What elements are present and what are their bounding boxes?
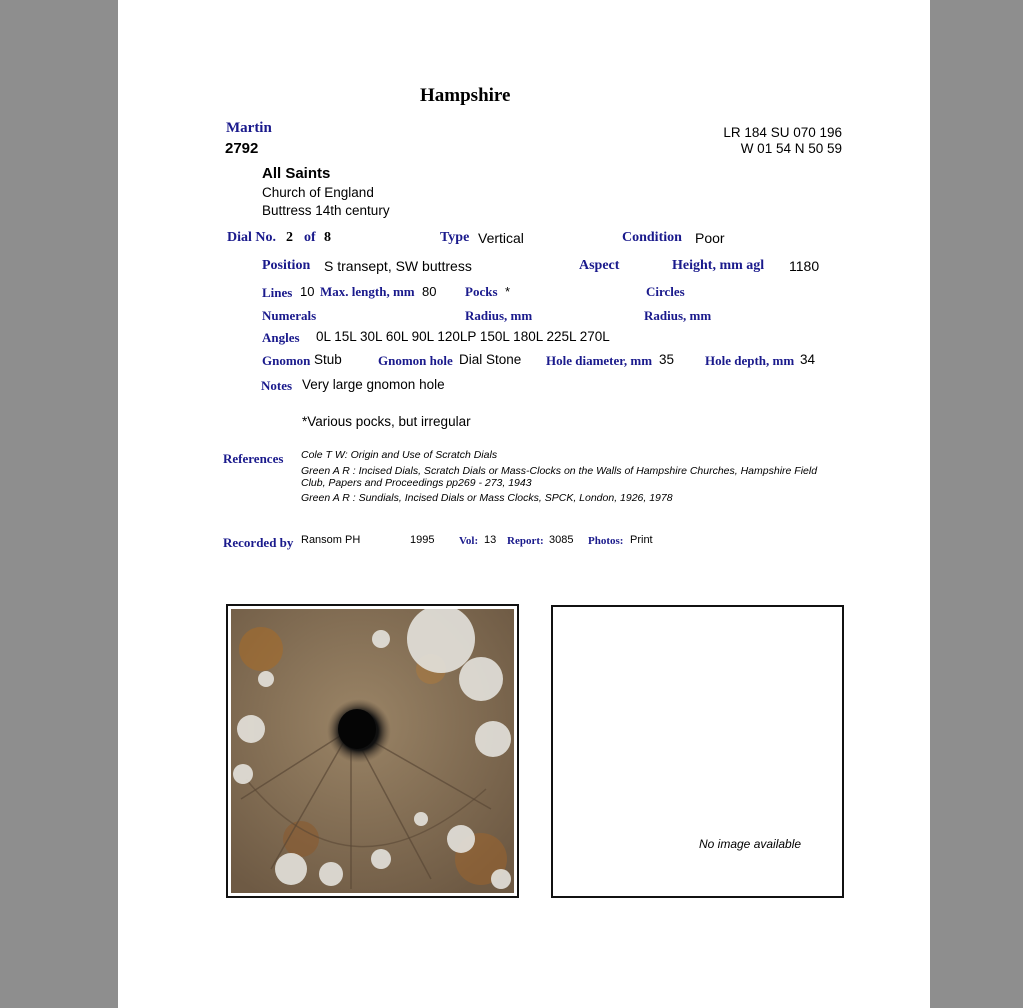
- hole-depth-value: 34: [800, 352, 816, 367]
- angles-label: Angles: [262, 330, 300, 345]
- radius-label-2: Radius, mm: [644, 308, 712, 323]
- grid-ref-line1: LR 184 SU 070 196: [723, 125, 842, 140]
- report-label: Report:: [507, 535, 544, 547]
- church-name: All Saints: [262, 165, 331, 182]
- photos-label: Photos:: [588, 535, 624, 547]
- report-page: [118, 0, 930, 1008]
- photos-value: Print: [630, 534, 653, 546]
- gnomon-hole-label: Gnomon hole: [378, 353, 453, 368]
- aspect-label: Aspect: [579, 258, 620, 273]
- angles-value: 0L 15L 30L 60L 90L 120LP 150L 180L 225L 270L: [316, 329, 610, 344]
- max-length-label: Max. length, mm: [320, 284, 415, 299]
- recorder-name: Ransom PH: [301, 534, 361, 546]
- grid-ref-line2: W 01 54 N 50 59: [740, 141, 842, 156]
- reference-item: Cole T W: Origin and Use of Scratch Dials: [301, 449, 498, 461]
- type-label: Type: [440, 230, 470, 245]
- dial-total-value: 8: [324, 230, 331, 245]
- gnomon-value: Stub: [314, 352, 342, 367]
- radius-label-1: Radius, mm: [465, 308, 533, 323]
- dial-no-label: Dial No.: [227, 230, 276, 245]
- pocks-value: *: [505, 284, 511, 299]
- type-value: Vertical: [478, 230, 524, 246]
- second-photo-placeholder: [551, 605, 844, 898]
- church-location: Buttress 14th century: [262, 203, 390, 218]
- dial-no-value: 2: [286, 230, 293, 245]
- county-title: Hampshire: [420, 85, 511, 106]
- position-label: Position: [262, 258, 311, 273]
- dial-of-label: of: [304, 230, 316, 245]
- circles-label: Circles: [646, 284, 685, 299]
- max-length-value: 80: [422, 284, 437, 299]
- reference-item: Green A R : Sundials, Incised Dials or Mass Clocks, SPCK, London, 1926, 1978: [301, 492, 673, 504]
- condition-label: Condition: [622, 230, 682, 245]
- gnomon-label: Gnomon: [262, 353, 311, 368]
- record-number: 2792: [225, 140, 259, 157]
- height-value: 1180: [789, 258, 820, 274]
- church-denomination: Church of England: [262, 185, 374, 200]
- hole-diameter-label: Hole diameter, mm: [546, 353, 653, 368]
- pocks-label: Pocks: [465, 284, 498, 299]
- lines-value: 10: [300, 284, 315, 299]
- reference-item: Green A R : Incised Dials, Scratch Dials or Mass-Clocks on the Walls of Hampshire Churches, Hampshire Field: [301, 465, 818, 477]
- report-value: 3085: [549, 534, 574, 546]
- references-label: References: [223, 451, 284, 466]
- dial-photo: [226, 604, 519, 898]
- position-value: S transept, SW buttress: [324, 258, 472, 274]
- no-image-text: No image available: [699, 837, 802, 851]
- lines-label: Lines: [262, 285, 293, 300]
- reference-item: Club, Papers and Proceedings pp269 - 273, 1943: [301, 477, 532, 489]
- notes-extra: *Various pocks, but irregular: [302, 414, 471, 429]
- recorded-by-label: Recorded by: [223, 535, 294, 550]
- dial-photo-image: [231, 609, 514, 893]
- notes-label: Notes: [261, 378, 293, 393]
- notes-value: Very large gnomon hole: [302, 377, 445, 392]
- vol-value: 13: [484, 534, 497, 546]
- gnomon-hole-value: Dial Stone: [459, 352, 522, 367]
- recorded-year: 1995: [410, 534, 435, 546]
- vol-label: Vol:: [459, 535, 479, 547]
- parish-name: Martin: [226, 120, 272, 136]
- numerals-label: Numerals: [262, 308, 317, 323]
- condition-value: Poor: [695, 230, 725, 246]
- hole-diameter-value: 35: [659, 352, 675, 367]
- height-label: Height, mm agl: [672, 258, 765, 273]
- hole-depth-label: Hole depth, mm: [705, 353, 795, 368]
